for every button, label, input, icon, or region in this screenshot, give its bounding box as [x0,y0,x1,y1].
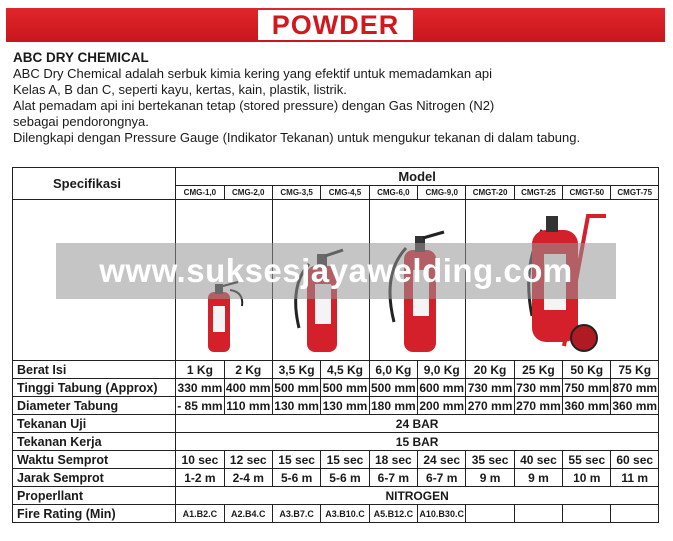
tekanan-kerja-value: 15 BAR [176,433,659,451]
row-label: Tinggi Tabung (Approx) [13,379,176,397]
jarak-value: 6-7 m [418,469,466,487]
diameter-value: 270 mm [467,398,513,413]
berat-value: 6,0 Kg [369,361,417,379]
rating-value: A2.B4.C [224,505,272,523]
model-code: CMGT-50 [563,186,611,200]
tinggi-value: 730 mm [467,380,513,395]
model-code: CMG-6,0 [369,186,417,200]
jarak-value: 11 m [611,469,659,487]
jarak-value: 9 m [466,469,514,487]
diameter-value: 270 mm [516,398,561,413]
model-code: CMG-4,5 [321,186,369,200]
rating-value: A5.B12.C [369,505,417,523]
diameter-value: 130 mm [274,398,319,413]
intro-line: Kelas A, B dan C, seperti kayu, kertas, kain, plastik, listrik. [13,82,347,97]
row-tekanan-uji [13,415,659,433]
model-code: CMGT-20 [466,186,514,200]
waktu-value: 24 sec [418,451,466,469]
berat-value: 20 Kg [466,361,514,379]
model-code: CMG-1,0 [176,186,224,200]
row-fire-rating [13,505,659,523]
row-label: Tekanan Kerja [13,433,176,451]
rating-value: A10.B30.C [418,505,466,523]
row-label: Tekanan Uji [13,415,176,433]
jarak-value: 9 m [514,469,562,487]
tinggi-value: 500 mm [274,380,319,395]
tinggi-value: 500 mm [370,380,416,395]
watermark: www.suksesjayawelding.com [56,243,616,299]
diameter-value: 200 mm [419,398,465,413]
row-jarak-semprot [13,469,659,487]
intro-text [13,50,663,146]
row-tinggi-tabung [13,379,659,397]
row-label: Jarak Semprot [13,469,176,487]
waktu-value: 40 sec [514,451,562,469]
berat-value: 3,5 Kg [272,361,320,379]
waktu-value: 55 sec [563,451,611,469]
waktu-value: 12 sec [224,451,272,469]
diameter-value: 360 mm [564,398,610,413]
berat-value: 50 Kg [563,361,611,379]
intro-line: Alat pemadam api ini bertekanan tetap (stored pressure) dengan Gas Nitrogen (N2) [13,98,495,113]
title-banner [6,8,665,42]
row-waktu-semprot [13,451,659,469]
jarak-value: 6-7 m [369,469,417,487]
tinggi-value: 870 mm [612,380,658,395]
waktu-value: 15 sec [272,451,320,469]
berat-value: 75 Kg [611,361,659,379]
intro-line: sebagai pendorongnya. [13,114,149,129]
banner-title: POWDER [258,10,414,40]
waktu-value: 60 sec [611,451,659,469]
row-label: Fire Rating (Min) [13,505,176,523]
intro-line: ABC Dry Chemical adalah serbuk kimia kering yang efektif untuk memadamkan api [13,66,493,81]
model-header: Model [176,168,659,186]
row-berat-isi [13,361,659,379]
rating-value [563,505,611,523]
waktu-value: 35 sec [466,451,514,469]
berat-value: 4,5 Kg [321,361,369,379]
model-code: CMG-2,0 [224,186,272,200]
row-label: Berat Isi [13,361,176,379]
rating-value [514,505,562,523]
diameter-value: 360 mm [612,398,658,413]
intro-line: Dilengkapi dengan Pressure Gauge (Indikator Tekanan) untuk mengukur tekanan di dalam tabung. [13,130,581,145]
model-code: CMG-3,5 [272,186,320,200]
row-label: Diameter Tabung [13,397,176,415]
jarak-value: 5-6 m [321,469,369,487]
rating-value: A1.B2.C [176,505,224,523]
model-code: CMG-9,0 [418,186,466,200]
row-propellant [13,487,659,505]
row-label: Waktu Semprot [13,451,176,469]
tekanan-uji-value: 24 BAR [176,415,659,433]
rating-value [611,505,659,523]
spec-header: Specifikasi [13,168,176,200]
berat-value: 9,0 Kg [418,361,466,379]
jarak-value: 10 m [563,469,611,487]
tinggi-value: 330 mm [177,380,223,395]
waktu-value: 15 sec [321,451,369,469]
diameter-value: 110 mm [224,397,272,415]
row-label: Properllant [13,487,176,505]
spec-table [12,167,659,523]
berat-value: 1 Kg [176,361,224,379]
row-tekanan-kerja [13,433,659,451]
rating-value: A3.B10.C [321,505,369,523]
rating-value [466,505,514,523]
tinggi-value: 400 mm [225,380,271,395]
jarak-value: 1-2 m [176,469,224,487]
row-diameter-tabung [13,397,659,415]
tinggi-value: 500 mm [322,380,368,395]
tinggi-value: 600 mm [419,380,465,395]
diameter-value: 130 mm [322,398,368,413]
model-code: CMGT-75 [611,186,659,200]
waktu-value: 10 sec [176,451,224,469]
waktu-value: 18 sec [369,451,417,469]
propellant-value: NITROGEN [176,487,659,505]
model-code: CMGT-25 [514,186,562,200]
jarak-value: 5-6 m [272,469,320,487]
berat-value: 25 Kg [514,361,562,379]
diameter-value: - 85 mm [177,398,223,413]
tinggi-value: 730 mm [516,380,561,395]
jarak-value: 2-4 m [224,469,272,487]
intro-heading: ABC DRY CHEMICAL [13,50,149,65]
berat-value: 2 Kg [224,361,272,379]
diameter-value: 180 mm [370,398,416,413]
rating-value: A3.B7.C [272,505,320,523]
tinggi-value: 750 mm [564,380,610,395]
